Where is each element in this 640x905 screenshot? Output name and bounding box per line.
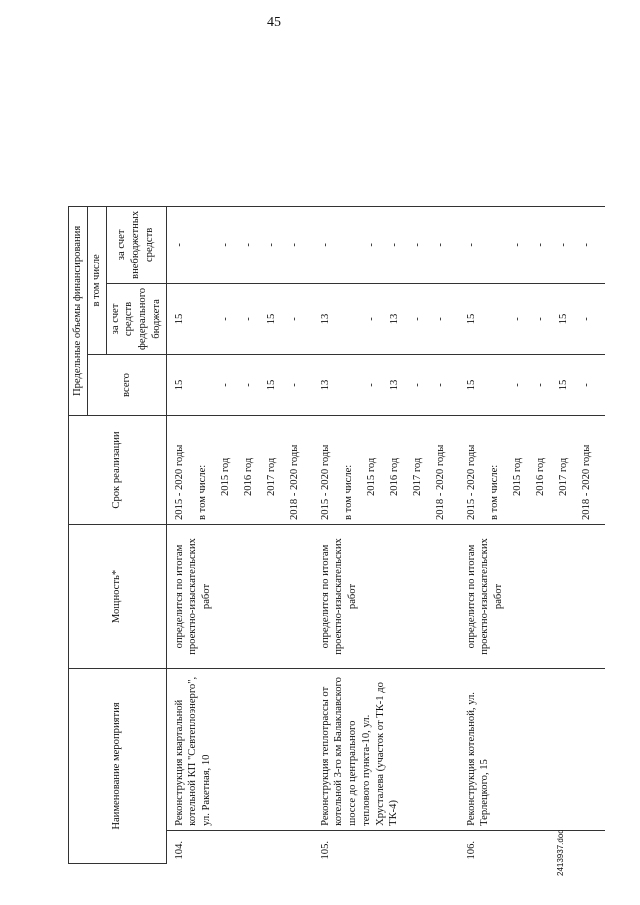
federal-value: 15 [265,313,277,325]
extra-value [342,211,365,279]
table-row [166,206,313,863]
term-line: 2017 год [411,457,423,496]
header-total: всего [87,355,166,416]
extra-value: - [365,243,377,247]
federal-value: - [580,317,592,321]
term-line: 2015 - 2020 годы [465,444,477,520]
header-name: Наименование мероприятия [69,669,167,864]
total-value: - [288,383,300,387]
total-value [196,359,219,411]
funding-table [68,206,605,864]
row-federal [459,283,605,354]
total-value: 15 [265,379,277,391]
header-term: Срок реализации [69,416,167,525]
extra-value: - [288,243,300,247]
term-line: 2016 год [534,457,546,496]
term-line: 2017 год [265,457,277,496]
federal-value: - [434,317,446,321]
extra-value: - [242,243,254,247]
header-including: в том числе [87,206,106,354]
term-line: 2015 - 2020 годы [173,444,185,520]
row-term [459,416,605,525]
extra-value: - [388,243,400,247]
term-line: в том числе: [196,464,208,520]
table-row [459,206,605,863]
total-value: 15 [557,379,569,391]
extra-value: - [173,243,185,247]
extra-value: - [265,243,277,247]
total-value: 15 [465,379,477,391]
total-value [488,359,511,411]
row-power: определится по итогам проектно-изыскательских работ [313,525,459,669]
extra-value: - [219,243,231,247]
term-line: 2016 год [242,457,254,496]
term-line: 2018 - 2020 годы [288,444,300,520]
row-total [166,355,313,416]
total-value: 13 [319,379,331,391]
term-line: в том числе: [488,464,500,520]
total-value: - [511,383,523,387]
table-body [166,206,605,863]
row-term [313,416,459,525]
total-value: - [242,383,254,387]
row-name: Реконструкция теплотрассы от котельной 3-го км Балаклавского шоссе до центрального теплового пункта-10, ул. Хрусталева (участок от ТК-1 до ТК-4) [313,669,459,831]
rotated-content [16,12,624,876]
federal-value: - [411,317,423,321]
row-federal [166,283,313,354]
extra-value: - [434,243,446,247]
total-value: 13 [388,379,400,391]
extra-value: - [534,243,546,247]
row-extra [313,206,459,283]
row-total [459,355,605,416]
term-line: 2018 - 2020 годы [580,444,592,520]
federal-value [488,288,511,350]
federal-value: 15 [557,313,569,325]
extra-value [196,211,219,279]
term-line: 2015 год [219,457,231,496]
federal-value [342,288,365,350]
total-value: - [365,383,377,387]
table-row [313,206,459,863]
total-value: - [434,383,446,387]
federal-value: - [365,317,377,321]
term-line: 2017 год [557,457,569,496]
row-name: Реконструкция котельной, ул. Терлецкого, 15 [459,669,605,831]
total-value: 15 [173,379,185,391]
extra-value: - [580,243,592,247]
row-power: определится по итогам проектно-изыскательских работ [166,525,313,669]
term-line: 2015 год [511,457,523,496]
term-line: 2015 - 2020 годы [319,444,331,520]
header-federal: за счет средств федерального бюджета [106,283,166,354]
extra-value: - [557,243,569,247]
federal-value: 13 [319,313,331,325]
federal-value: - [219,317,231,321]
total-value: - [219,383,231,387]
extra-value: - [465,243,477,247]
row-name: Реконструкция квартальной котельной КП "Севтеплоэнерго", ул. Ракетная, 10 [166,669,313,831]
federal-value: - [534,317,546,321]
term-line: 2016 год [388,457,400,496]
term-line: 2018 - 2020 годы [434,444,446,520]
total-value: - [534,383,546,387]
row-number: 105. [313,830,459,863]
header-extra: за счет внебюджетных средств [106,206,166,283]
term-line: в том числе: [342,464,354,520]
row-number: 104. [166,830,313,863]
term-line: 2015 год [365,457,377,496]
header-power: Мощность* [69,525,167,669]
federal-value: - [511,317,523,321]
federal-value: 15 [465,313,477,325]
federal-value: - [288,317,300,321]
federal-value [196,288,219,350]
row-extra [166,206,313,283]
federal-value: - [242,317,254,321]
extra-value: - [511,243,523,247]
header-funding: Предельные объемы финансирования [69,206,88,415]
federal-value: 13 [388,313,400,325]
total-value: - [580,383,592,387]
row-number: 106. [459,830,605,863]
total-value [342,359,365,411]
row-total [313,355,459,416]
row-extra [459,206,605,283]
page-number: 45 [267,15,281,30]
footer-code: 2413937.doc [556,829,565,876]
extra-value [488,211,511,279]
row-power: определится по итогам проектно-изыскательских работ [459,525,605,669]
total-value: - [411,383,423,387]
federal-value: 15 [173,313,185,325]
row-term [166,416,313,525]
extra-value: - [411,243,423,247]
extra-value: - [319,243,331,247]
row-federal [313,283,459,354]
